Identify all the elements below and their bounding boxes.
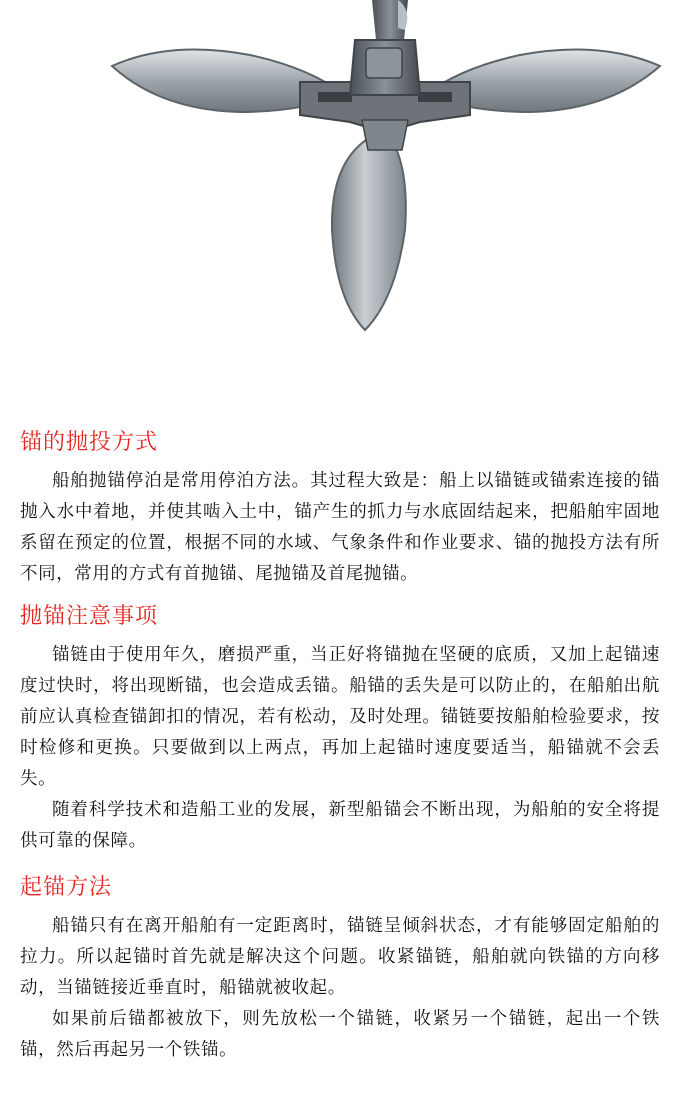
section-paragraph: 如果前后锚都被放下，则先放松一个锚链，收紧另一个锚链，起出一个铁锚，然后再起另一个铁锚。 bbox=[20, 1009, 660, 1060]
section-weighing-anchor bbox=[20, 871, 660, 1066]
section-heading: 锚的抛投方式 bbox=[20, 430, 159, 455]
section-anchoring-precautions bbox=[20, 600, 660, 857]
section-heading: 起锚方法 bbox=[20, 875, 113, 900]
section-anchoring-methods bbox=[20, 426, 660, 590]
section-paragraph: 随着科学技术和造船工业的发展，新型船锚会不断出现，为船舶的安全将提供可靠的保障。 bbox=[20, 800, 660, 851]
section-paragraph: 锚链由于使用年久，磨损严重，当正好将锚抛在坚硬的底质，又加上起锚速度过快时，将出现断锚，也会造成丢锚。船锚的丢失是可以防止的，在船舶出航前应认真检查锚卸扣的情况，若有松动，及时处理。锚链要按船舶检验要求，按时检修和更换。只要做到以上两点，再加上起锚时速度要适当，船锚就不会丢失。 bbox=[20, 645, 660, 789]
anchor-photo bbox=[0, 0, 680, 400]
anchor-icon bbox=[0, 0, 680, 400]
article-body bbox=[20, 426, 660, 1076]
section-paragraph: 船舶抛锚停泊是常用停泊方法。其过程大致是：船上以锚链或锚索连接的锚抛入水中着地，并使其啮入土中，锚产生的抓力与水底固结起来，把船舶牢固地系留在预定的位置，根据不同的水域、气象条件和作业要求、锚的抛投方法有所不同，常用的方式有首抛锚、尾抛锚及首尾抛锚。 bbox=[20, 471, 660, 584]
section-heading: 抛锚注意事项 bbox=[20, 604, 159, 629]
section-paragraph: 船锚只有在离开船舶有一定距离时，锚链呈倾斜状态，才有能够固定船舶的拉力。所以起锚时首先就是解决这个问题。收紧锚链，船舶就向铁锚的方向移动，当锚链接近垂直时，船锚就被收起。 bbox=[20, 916, 660, 998]
